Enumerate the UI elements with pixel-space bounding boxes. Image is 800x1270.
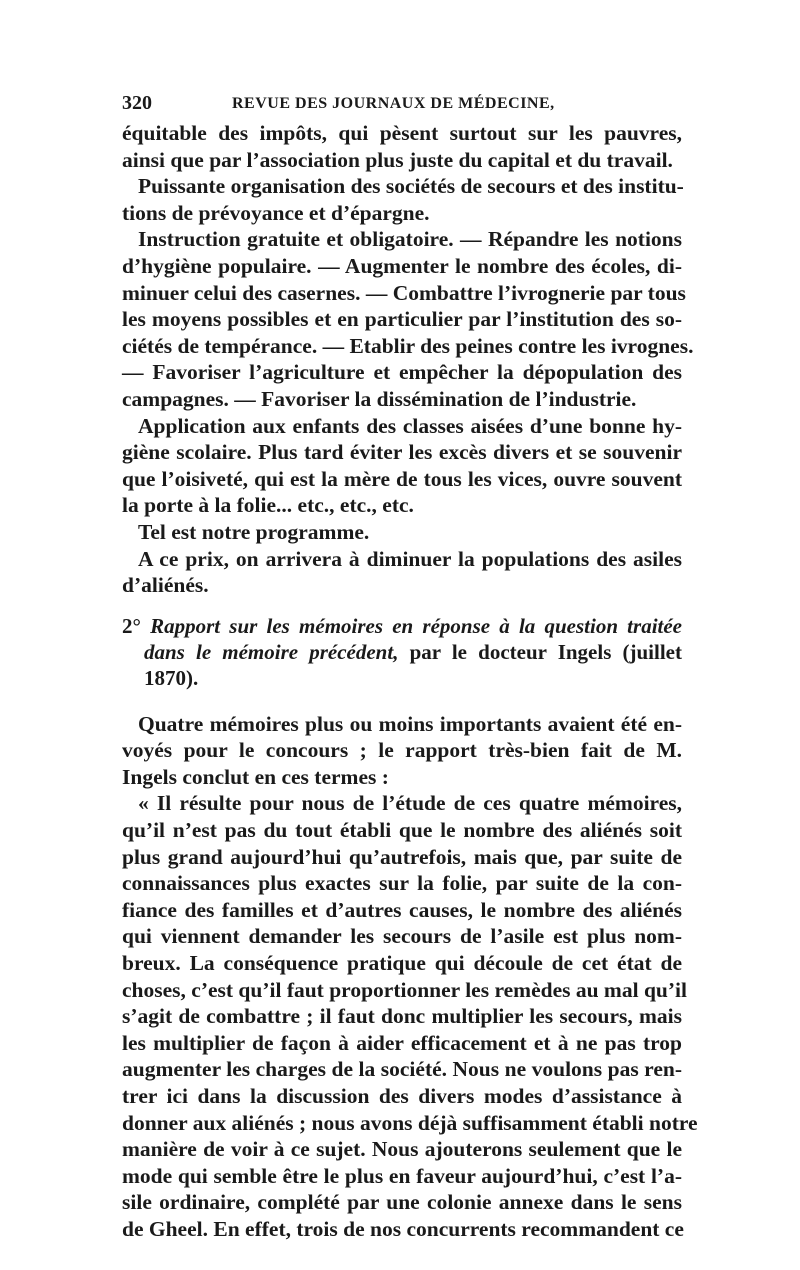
text-line: choses, c’est qu’il faut proportionner les remèdes au mal qu’il (122, 977, 687, 1002)
text-line: — Favoriser l’agriculture et empêcher la dépopulation des (122, 360, 682, 385)
text-line: Application aux enfants des classes aisées d’une bonne hy- (138, 413, 682, 438)
paragraph (122, 711, 682, 791)
paragraph (122, 173, 682, 226)
page-number: 320 (122, 92, 152, 114)
spacer (122, 691, 682, 711)
section-title: Rapport sur les mémoires en réponse à la question traitée (150, 613, 683, 638)
text-line: d’hygiène populaire. — Augmenter le nombre des écoles, di- (122, 253, 682, 278)
text-line: équitable des impôts, qui pèsent surtout sur les pauvres, (122, 121, 682, 145)
text-line: s’agit de combattre ; il faut donc multiplier les secours, mais (122, 1004, 682, 1029)
section-heading-line: 1870). (144, 665, 199, 690)
text-line: plus grand aujourd’hui qu’autrefois, mais que, par suite de (122, 844, 682, 869)
section-heading-block (122, 613, 682, 691)
text-line: mode qui semble être le plus en faveur aujourd’hui, c’est l’a- (122, 1163, 682, 1188)
text-line: « Il résulte pour nous de l’étude de ces quatre mémoires, (138, 791, 682, 816)
text-line: d’aliénés. (122, 573, 209, 598)
text-line: sile ordinaire, complété par une colonie annexe dans le sens (122, 1190, 682, 1215)
paragraph (122, 226, 694, 412)
text-line: qu’il n’est pas du tout établi que le nombre des aliénés soit (122, 818, 682, 843)
section-author: par le docteur Ingels (juillet (398, 639, 682, 664)
text-line: Puissante organisation des sociétés de secours et des institu- (138, 174, 684, 199)
paragraph (122, 413, 682, 519)
page-header (122, 92, 682, 120)
text-line: qui viennent demander les secours de l’asile est plus nom- (122, 924, 682, 949)
body-text (122, 120, 698, 1243)
paragraph (122, 120, 682, 173)
text-line: la porte à la folie... etc., etc., etc. (122, 493, 414, 518)
text-line: donner aux aliénés ; nous avons déjà suffisamment établi notre (122, 1110, 698, 1135)
book-page (122, 92, 698, 1243)
text-line: campagnes. — Favoriser la dissémination de l’industrie. (122, 386, 637, 411)
text-line: connaissances plus exactes sur la folie, par suite de la con- (122, 871, 682, 896)
text-line: A ce prix, on arrivera à diminuer la populations des asiles (138, 546, 682, 571)
text-line: Instruction gratuite et obligatoire. — Répandre les notions (138, 227, 682, 252)
text-line: de Gheel. En effet, trois de nos concurrents recommandent ce (122, 1216, 684, 1241)
text-line: Quatre mémoires plus ou moins importants avaient été en- (138, 711, 682, 736)
text-line: Ingels conclut en ces termes : (122, 764, 389, 789)
text-line: minuer celui des casernes. — Combattre l’ivrognerie par tous (122, 280, 686, 305)
text-line: manière de voir à ce sujet. Nous ajouterons seulement que le (122, 1137, 682, 1162)
section-heading (122, 613, 682, 691)
section-heading-line (122, 613, 682, 639)
text-line: voyés pour le concours ; le rapport très-bien fait de M. (122, 738, 682, 763)
text-line: ciétés de tempérance. — Etablir des peines contre les ivrognes. (122, 333, 694, 358)
text-line: ainsi que par l’association plus juste du capital et du travail. (122, 147, 673, 172)
text-line: les moyens possibles et en particulier par l’institution des so- (122, 307, 682, 332)
text-line: giène scolaire. Plus tard éviter les excès divers et se souvenir (122, 440, 682, 465)
text-line: les multiplier de façon à aider efficacement et à ne pas trop (122, 1030, 682, 1055)
text-line: Tel est notre programme. (138, 519, 370, 544)
section-number: 2° (122, 613, 141, 638)
text-line: tions de prévoyance et d’épargne. (122, 200, 430, 225)
paragraph (122, 519, 682, 546)
paragraph (122, 790, 698, 1242)
text-line: augmenter les charges de la société. Nous ne voulons pas ren- (122, 1057, 682, 1082)
section-title-cont: dans le mémoire précédent, (144, 639, 399, 664)
text-line: breux. La conséquence pratique qui découle de cet état de (122, 951, 682, 976)
section-heading-line (122, 639, 682, 665)
text-line: fiance des familles et d’autres causes, le nombre des aliénés (122, 897, 682, 922)
text-line: que l’oisiveté, qui est la mère de tous les vices, ouvre souvent (122, 466, 682, 491)
paragraph (122, 546, 682, 599)
text-line: trer ici dans la discussion des divers modes d’assistance à (122, 1084, 682, 1108)
running-head: REVUE DES JOURNAUX DE MÉDECINE, (232, 95, 555, 112)
